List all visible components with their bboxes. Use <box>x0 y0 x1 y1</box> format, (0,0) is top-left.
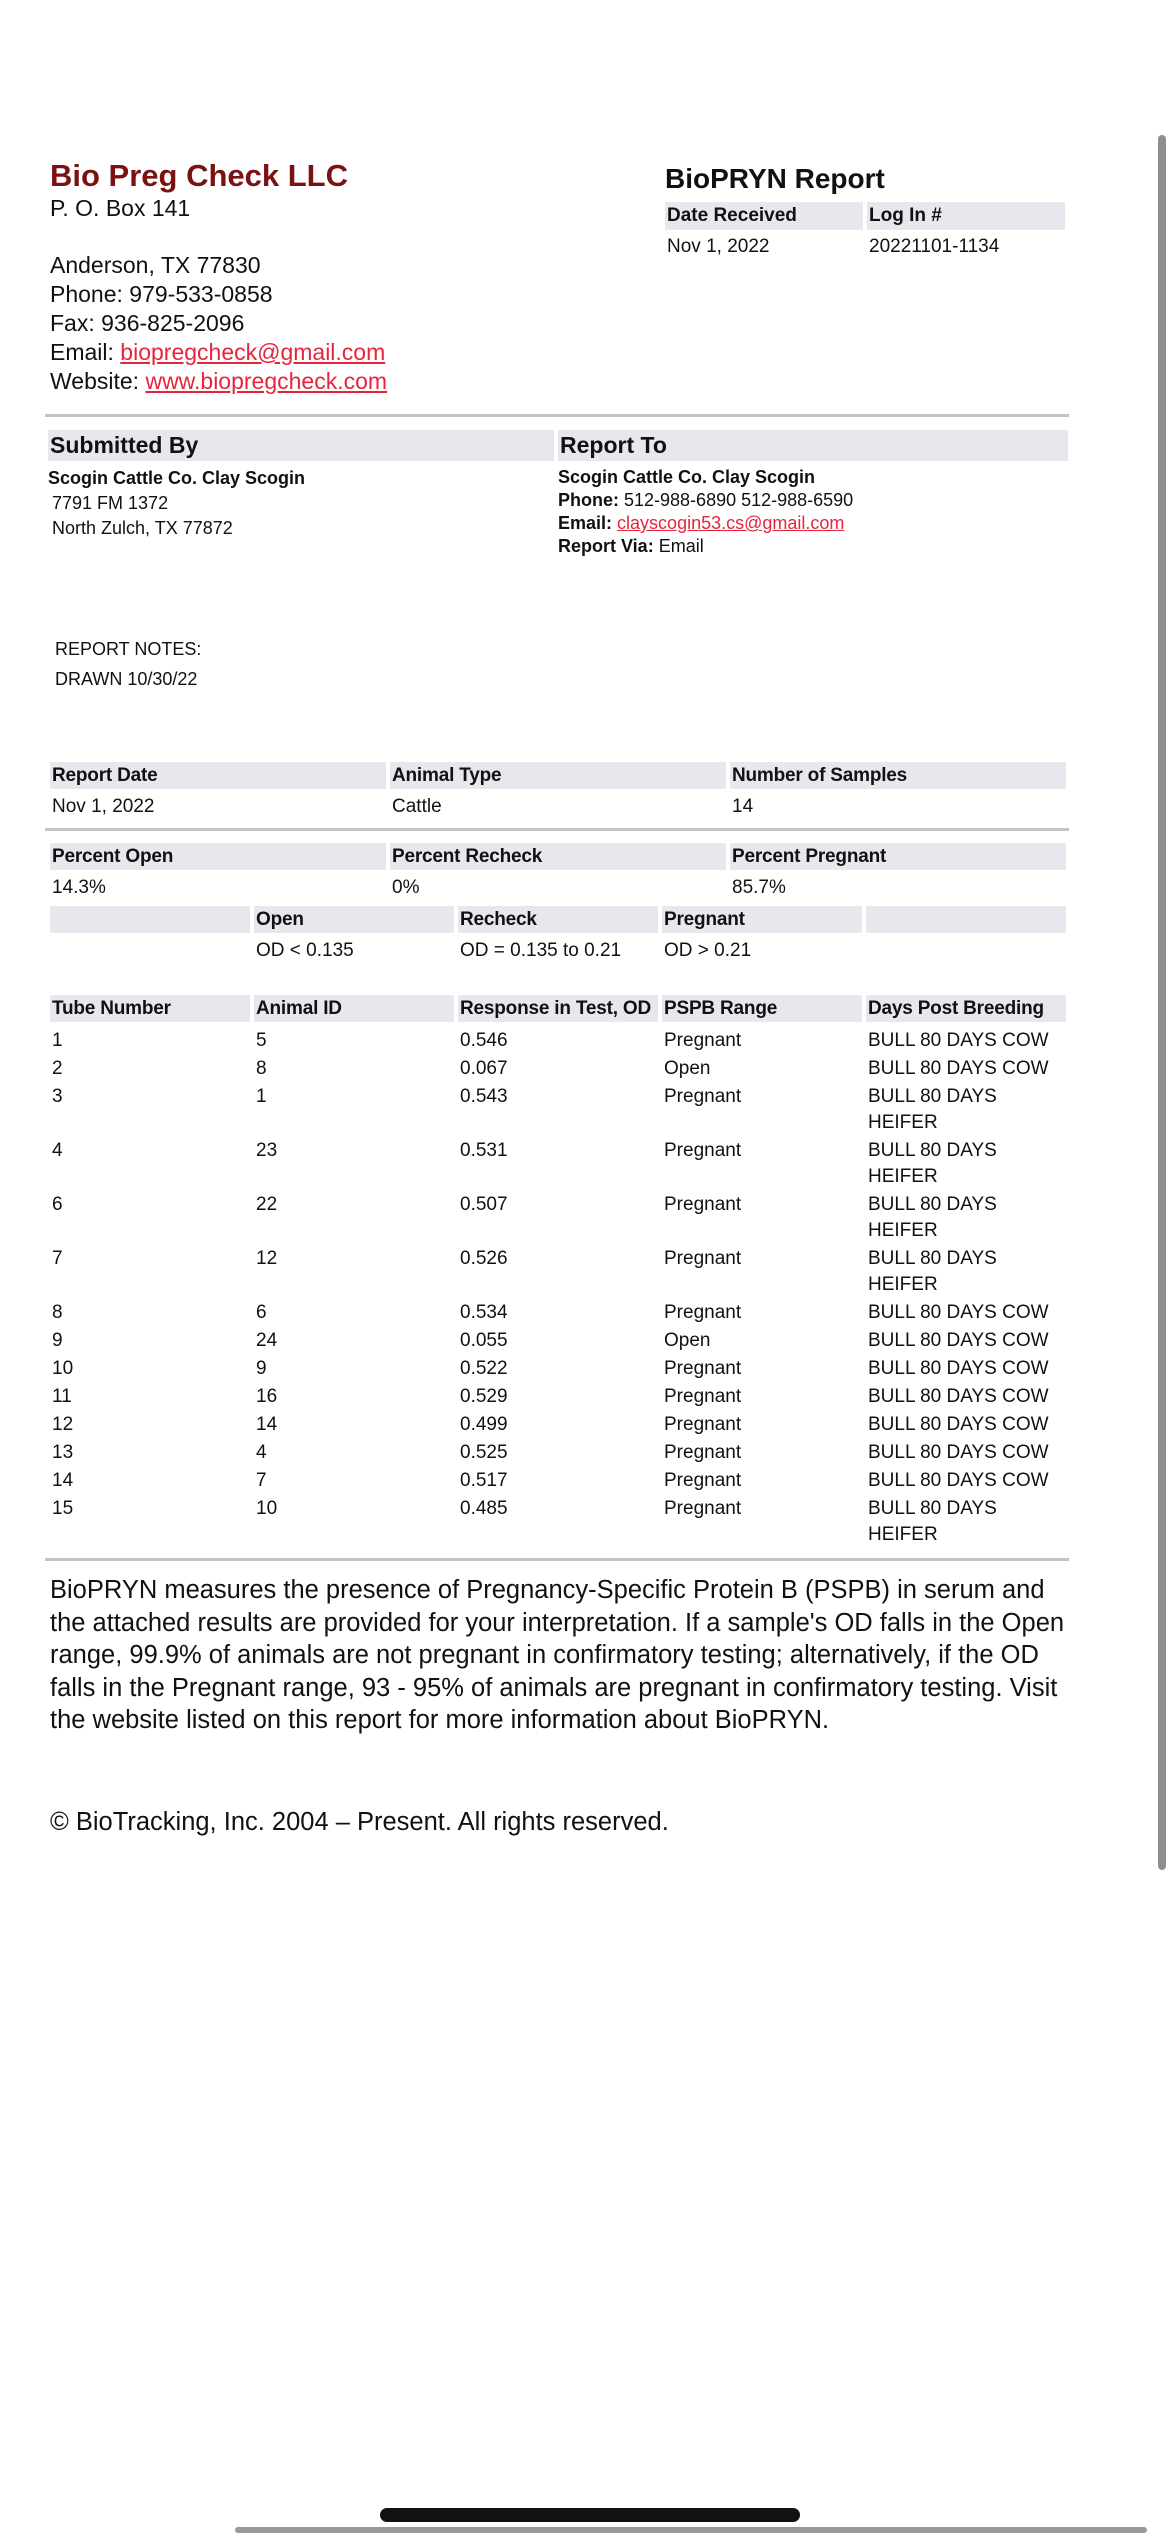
results-table-cell: 1 <box>52 1030 63 1051</box>
results-table-cell: 13 <box>52 1442 74 1463</box>
divider <box>45 1558 1069 1561</box>
results-table-cell: 0.526 <box>460 1248 508 1269</box>
results-table-cell: BULL 80 DAYS COW <box>868 1058 1049 1079</box>
summary-value-cell: Nov 1, 2022 <box>52 796 155 817</box>
results-table-cell: BULL 80 DAYS COW <box>868 1330 1049 1351</box>
submitted-by-name: Scogin Cattle Co. Clay Scogin <box>48 468 306 488</box>
results-table-cell: Pregnant <box>664 1030 742 1051</box>
log-in-value: 20221101-1134 <box>869 236 1000 257</box>
ranges-header-cell: Recheck <box>458 906 658 933</box>
results-table-cell: 1 <box>256 1086 267 1107</box>
report-to-phone-row <box>558 489 1068 512</box>
results-table-cell: BULL 80 DAYS HEIFER <box>868 1086 997 1133</box>
results-table-cell: BULL 80 DAYS HEIFER <box>868 1498 997 1545</box>
results-table-cell: Pregnant <box>664 1140 742 1161</box>
horizontal-scrollbar[interactable] <box>235 2527 1147 2533</box>
company-po-box: P. O. Box 141 <box>50 195 191 221</box>
results-table-row <box>50 1466 1068 1494</box>
results-table-cell: 0.534 <box>460 1302 508 1323</box>
summary-value-cell: 14 <box>732 796 754 817</box>
results-header-cell: PSPB Range <box>662 995 862 1022</box>
results-table-cell: 0.529 <box>460 1386 508 1407</box>
summary-header-row <box>50 762 1068 789</box>
submitted-by-address2: North Zulch, TX 77872 <box>52 518 233 538</box>
results-header-cell: Response in Test, OD <box>458 995 658 1022</box>
results-table-row <box>50 1410 1068 1438</box>
results-table-cell: 3 <box>52 1086 63 1107</box>
submitted-by-section <box>48 430 554 541</box>
summary-header-cell: Animal Type <box>390 762 726 789</box>
results-table-cell: Pregnant <box>664 1386 742 1407</box>
report-to-via-row <box>558 535 1068 558</box>
results-table-cell: 8 <box>52 1302 63 1323</box>
results-table-cell: Open <box>664 1330 711 1351</box>
vertical-scrollbar[interactable] <box>1158 135 1166 1870</box>
percents-header-cell: Percent Recheck <box>390 843 726 870</box>
company-email-link[interactable]: biopregcheck@gmail.com <box>120 339 386 365</box>
report-to-name: Scogin Cattle Co. Clay Scogin <box>558 467 816 487</box>
percents-header-row <box>50 843 1068 870</box>
results-table <box>50 995 1068 1548</box>
results-table-cell: 0.499 <box>460 1414 508 1435</box>
results-table-cell: 0.531 <box>460 1140 508 1161</box>
company-phone: Phone: 979-533-0858 <box>50 281 273 307</box>
results-table-cell: 15 <box>52 1498 74 1519</box>
results-table-cell: 0.517 <box>460 1470 508 1491</box>
report-title: BioPRYN Report <box>665 163 885 194</box>
results-table-cell: 12 <box>52 1414 74 1435</box>
report-to-section <box>558 430 1068 558</box>
ranges-header-cell <box>866 906 1066 933</box>
results-table-cell: 14 <box>52 1470 74 1491</box>
results-table-cell: Pregnant <box>664 1470 742 1491</box>
results-table-cell: 0.525 <box>460 1442 508 1463</box>
results-table-row <box>50 1054 1068 1082</box>
od-range-table <box>50 906 1068 965</box>
results-table-cell: 14 <box>256 1414 278 1435</box>
summary-header-cell: Report Date <box>50 762 386 789</box>
submitted-by-address1: 7791 FM 1372 <box>52 493 169 513</box>
results-table-cell: 9 <box>256 1358 267 1379</box>
report-notes <box>55 634 201 694</box>
results-table-cell: 9 <box>52 1330 63 1351</box>
report-to-heading: Report To <box>558 430 1068 461</box>
home-indicator[interactable] <box>380 2508 800 2522</box>
ranges-value-cell: OD < 0.135 <box>256 940 354 961</box>
summary-table <box>50 762 1068 821</box>
ranges-value-cell <box>50 936 250 965</box>
report-header <box>665 162 1068 264</box>
results-table-cell: Pregnant <box>664 1086 742 1107</box>
date-received-label: Date Received <box>665 202 863 230</box>
results-table-row <box>50 1326 1068 1354</box>
results-table-cell: 24 <box>256 1330 278 1351</box>
report-to-phone: 512-988-6890 512-988-6590 <box>619 490 854 510</box>
results-table-cell: 4 <box>52 1140 63 1161</box>
ranges-value-cell: OD > 0.21 <box>664 940 752 961</box>
results-table-cell: BULL 80 DAYS COW <box>868 1358 1049 1379</box>
results-table-cell: 11 <box>52 1386 72 1407</box>
summary-value-cell: Cattle <box>392 796 442 817</box>
submitted-by-heading: Submitted By <box>48 430 554 461</box>
results-table-row <box>50 1244 1068 1298</box>
results-table-cell: Pregnant <box>664 1248 742 1269</box>
results-table-row <box>50 1382 1068 1410</box>
results-table-row <box>50 1190 1068 1244</box>
results-table-row <box>50 1494 1068 1548</box>
results-table-cell: Pregnant <box>664 1498 742 1519</box>
results-table-cell: 22 <box>256 1194 278 1215</box>
results-table-cell: BULL 80 DAYS HEIFER <box>868 1194 997 1241</box>
results-table-cell: 2 <box>52 1058 63 1079</box>
results-table-cell: Pregnant <box>664 1442 742 1463</box>
results-table-cell: 0.522 <box>460 1358 508 1379</box>
company-email-label: Email: <box>50 339 121 365</box>
results-table-cell: BULL 80 DAYS HEIFER <box>868 1248 997 1295</box>
company-website-row <box>50 367 610 396</box>
results-table-cell: Pregnant <box>664 1414 742 1435</box>
results-table-cell: 4 <box>256 1442 267 1463</box>
ranges-header-cell: Open <box>254 906 454 933</box>
results-table-cell: 10 <box>52 1358 74 1379</box>
results-table-cell: 7 <box>52 1248 63 1269</box>
ranges-value-cell <box>866 936 1066 965</box>
results-table-cell: 8 <box>256 1058 267 1079</box>
results-table-cell: 6 <box>256 1302 267 1323</box>
results-table-cell: 23 <box>256 1140 278 1161</box>
report-to-email-link[interactable]: clayscogin53.cs@gmail.com <box>617 513 845 533</box>
results-table-cell: 0.055 <box>460 1330 508 1351</box>
ranges-value-cell: OD = 0.135 to 0.21 <box>460 940 622 961</box>
results-table-cell: Open <box>664 1058 711 1079</box>
results-table-row <box>50 1082 1068 1136</box>
percents-header-cell: Percent Pregnant <box>730 843 1066 870</box>
results-table-cell: 0.546 <box>460 1030 508 1051</box>
results-table-cell: Pregnant <box>664 1302 742 1323</box>
divider <box>45 414 1069 417</box>
divider <box>45 828 1069 831</box>
results-table-cell: BULL 80 DAYS COW <box>868 1030 1049 1051</box>
results-table-cell: 10 <box>256 1498 278 1519</box>
results-table-cell: BULL 80 DAYS COW <box>868 1442 1049 1463</box>
percents-header-cell: Percent Open <box>50 843 386 870</box>
results-table-row <box>50 1026 1068 1054</box>
results-table-row <box>50 1438 1068 1466</box>
percents-value-cell: 85.7% <box>732 877 786 898</box>
ranges-header-cell <box>50 906 250 933</box>
results-table-cell: BULL 80 DAYS COW <box>868 1386 1049 1407</box>
report-to-email-row <box>558 512 1068 535</box>
percent-table <box>50 843 1068 902</box>
results-table-cell: BULL 80 DAYS COW <box>868 1414 1049 1435</box>
disclaimer-text: BioPRYN measures the presence of Pregnancy-Specific Protein B (PSPB) in serum and the attached results are provided for your interpretation. If a sample's OD falls in the Open range, 99.9% of animals are not pregnant in confirmatory testing; alternatively, if the OD falls in the Pregnant range, 93 - 95% of animals are pregnant in confirmatory testing. Visit the website listed on this report for more information about BioPRYN. <box>50 1576 1065 1734</box>
results-table-row <box>50 1354 1068 1382</box>
results-table-cell: 5 <box>256 1030 267 1051</box>
report-to-email-label: Email: <box>558 513 613 533</box>
company-website-label: Website: <box>50 368 146 394</box>
percents-value-cell: 0% <box>392 877 420 898</box>
results-header-cell: Tube Number <box>50 995 250 1022</box>
report-notes-label: REPORT NOTES: <box>55 639 202 659</box>
results-table-cell: Pregnant <box>664 1194 742 1215</box>
company-city: Anderson, TX 77830 <box>50 252 261 278</box>
results-table-cell: 0.485 <box>460 1498 508 1519</box>
summary-value-row <box>50 789 1068 821</box>
results-table-cell: 6 <box>52 1194 63 1215</box>
company-info <box>50 158 610 396</box>
report-via-label: Report Via: <box>558 536 654 556</box>
results-table-cell: 12 <box>256 1248 278 1269</box>
copyright-text: © BioTracking, Inc. 2004 – Present. All rights reserved. <box>50 1808 669 1836</box>
report-notes-text: DRAWN 10/30/22 <box>55 669 198 689</box>
results-table-cell: BULL 80 DAYS COW <box>868 1470 1049 1491</box>
results-table-cell: 7 <box>256 1470 267 1491</box>
report-via-value: Email <box>653 536 704 556</box>
percents-value-cell: 14.3% <box>52 877 106 898</box>
results-table-cell: Pregnant <box>664 1358 742 1379</box>
results-header-cell: Days Post Breeding <box>866 995 1066 1022</box>
company-name: Bio Preg Check LLC <box>50 158 348 193</box>
results-table-row <box>50 1136 1068 1190</box>
results-table-cell: BULL 80 DAYS HEIFER <box>868 1140 997 1187</box>
summary-header-cell: Number of Samples <box>730 762 1066 789</box>
report-to-phone-label: Phone: <box>558 490 619 510</box>
company-email-row <box>50 338 610 367</box>
ranges-header-row <box>50 906 1068 933</box>
results-table-row <box>50 1298 1068 1326</box>
date-received-value: Nov 1, 2022 <box>667 236 770 257</box>
results-table-cell: 0.507 <box>460 1194 508 1215</box>
results-header-row <box>50 995 1068 1022</box>
results-body <box>50 1022 1068 1548</box>
results-table-cell: 0.067 <box>460 1058 508 1079</box>
company-fax: Fax: 936-825-2096 <box>50 310 245 336</box>
results-table-cell: BULL 80 DAYS COW <box>868 1302 1049 1323</box>
percents-value-row <box>50 870 1068 902</box>
log-in-label: Log In # <box>867 202 1065 230</box>
results-table-cell: 0.543 <box>460 1086 508 1107</box>
results-header-cell: Animal ID <box>254 995 454 1022</box>
ranges-value-row <box>50 933 1068 965</box>
results-table-cell: 16 <box>256 1386 278 1407</box>
ranges-header-cell: Pregnant <box>662 906 862 933</box>
company-website-link[interactable]: www.biopregcheck.com <box>145 368 388 394</box>
